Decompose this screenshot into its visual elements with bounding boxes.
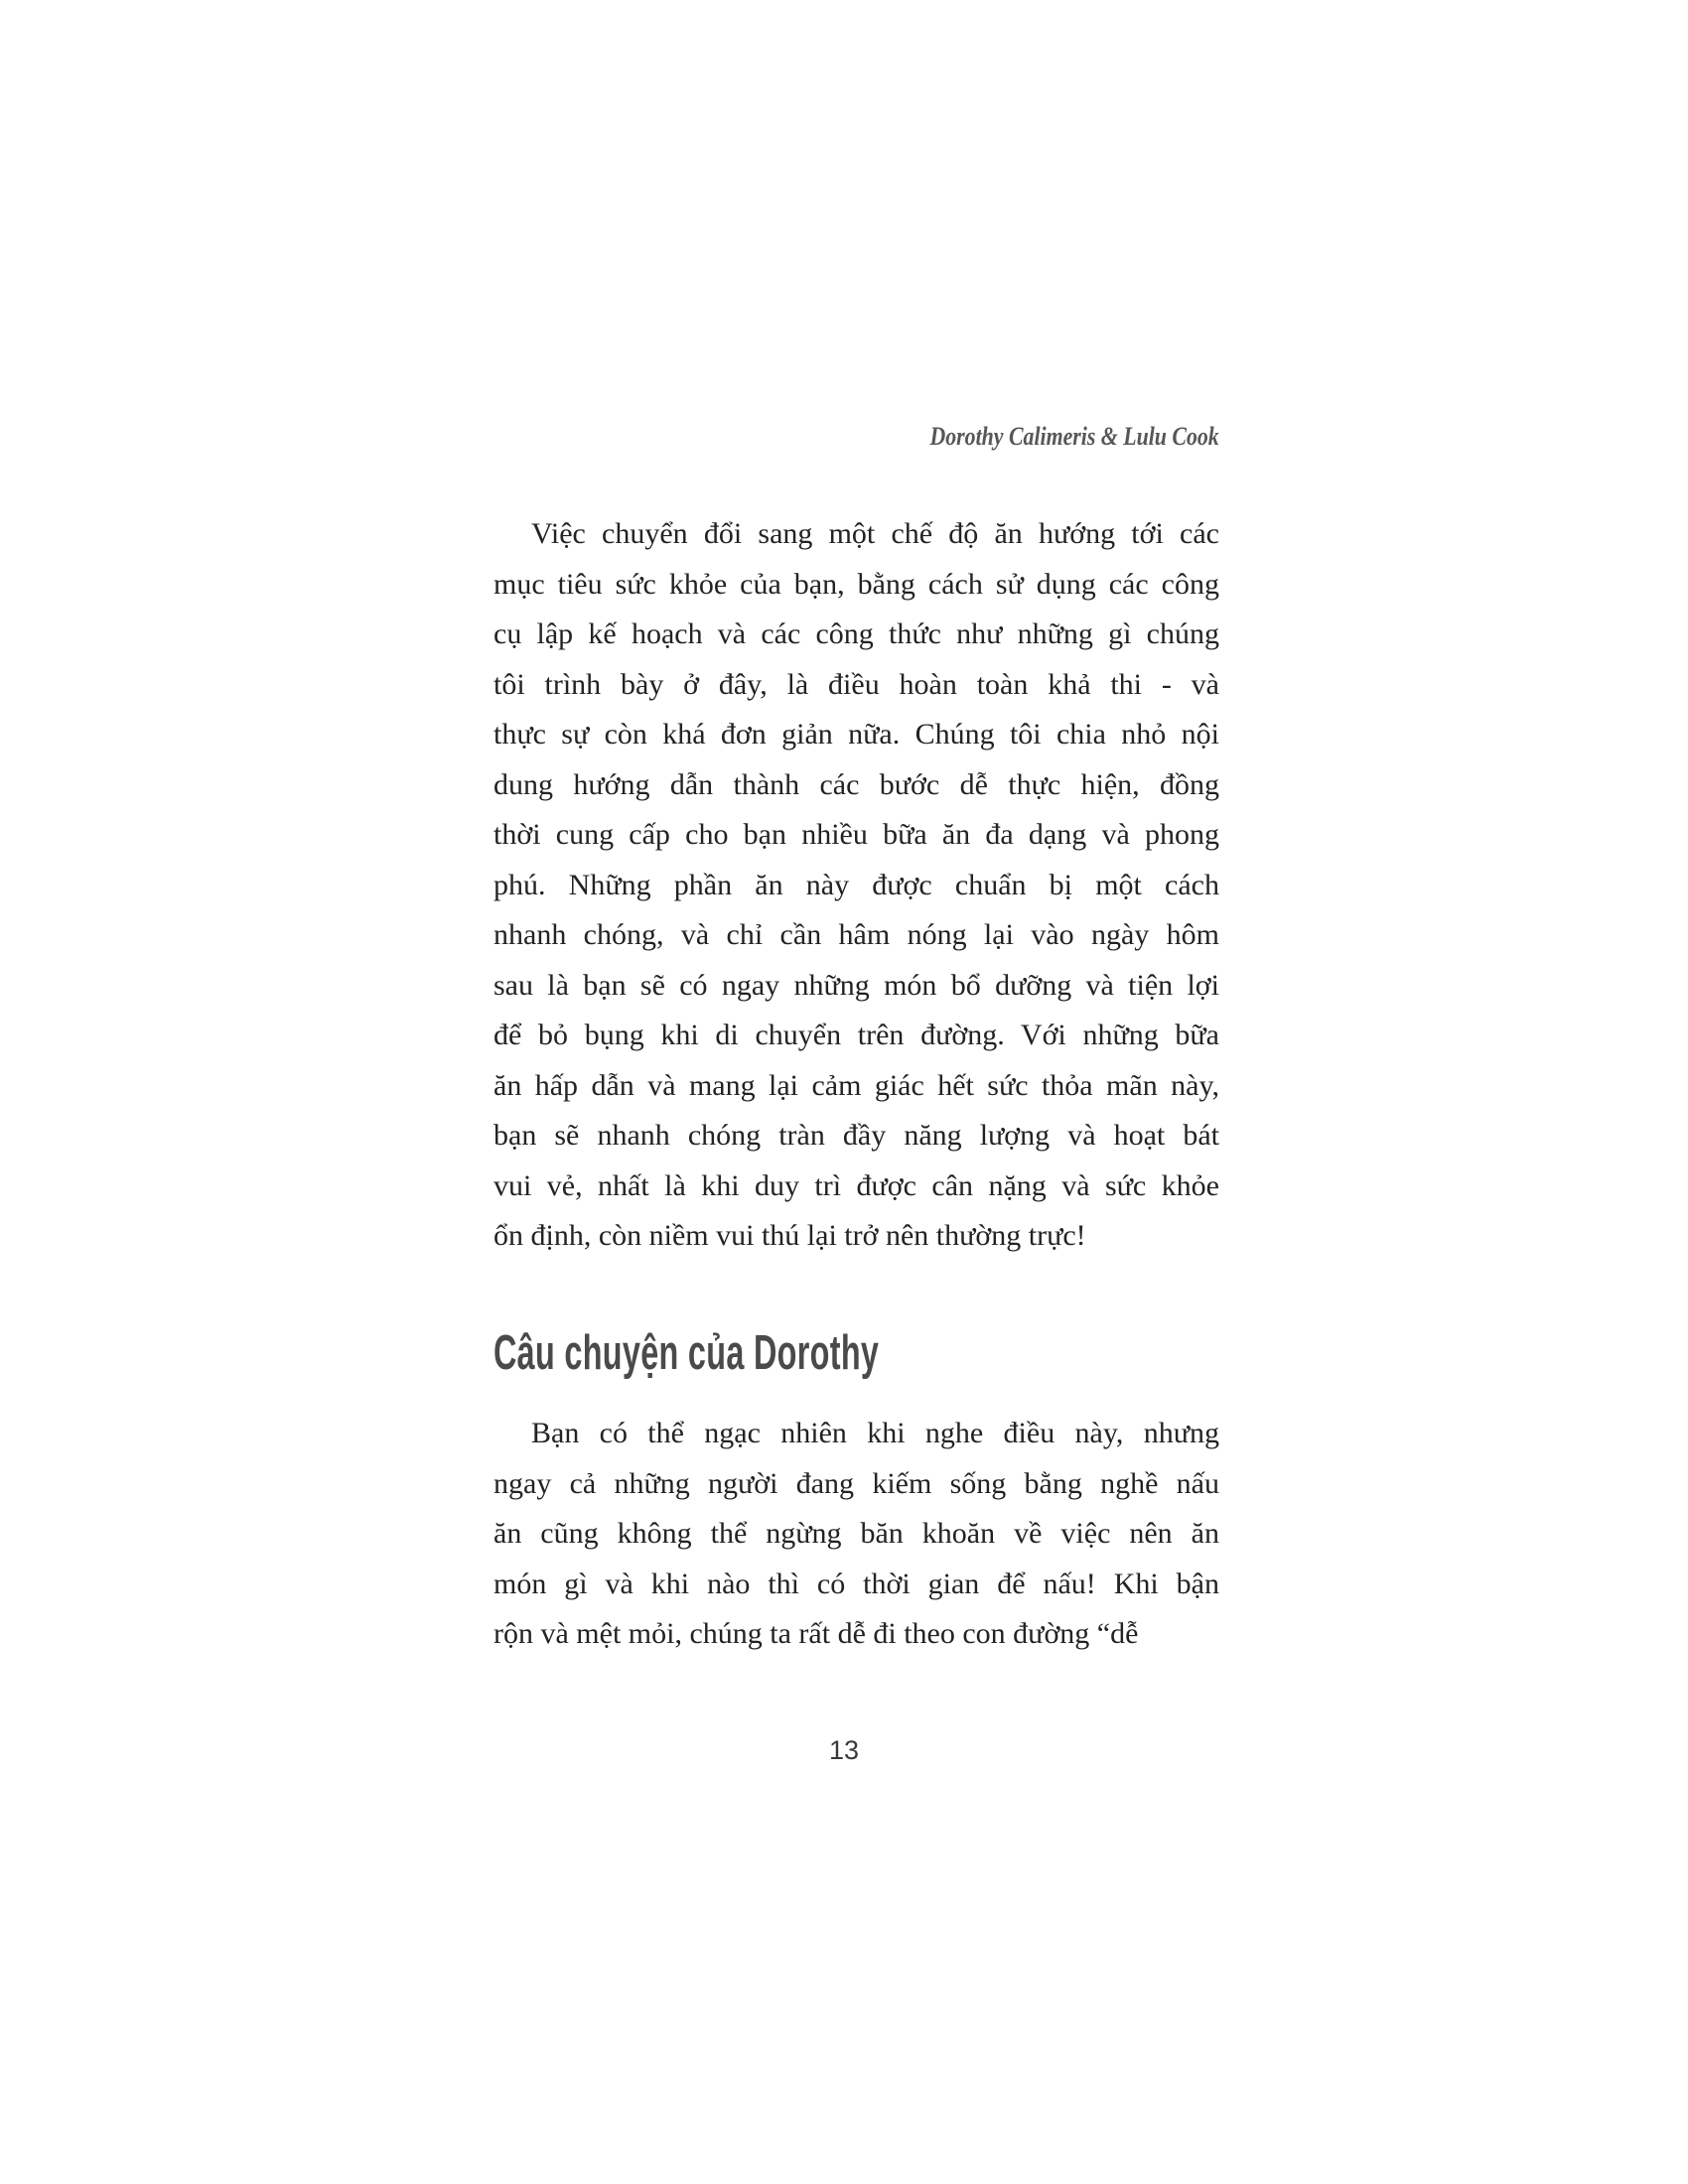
- paragraph-line: để bỏ bụng khi di chuyển trên đường. Với những bữa: [493, 1019, 1219, 1051]
- paragraph-line: dung hướng dẫn thành các bước dễ thực hiện, đồng: [493, 767, 1219, 801]
- paragraph-line: thời cung cấp cho bạn nhiều bữa ăn đa dạng và phong: [493, 818, 1219, 851]
- paragraph-line: cụ lập kế hoạch và các công thức như những gì chúng: [493, 617, 1219, 650]
- paragraph-line: ăn cũng không thể ngừng băn khoăn về việc nên ăn: [493, 1517, 1219, 1550]
- section-heading-text: Câu chuyện của Dorothy: [493, 1326, 880, 1380]
- paragraph-line: Việc chuyển đổi sang một chế độ ăn hướng tới các: [531, 517, 1219, 550]
- author-names: Dorothy Calimeris & Lulu Cook: [929, 422, 1219, 451]
- paragraph-line: ổn định, còn niềm vui thú lại trở nên thường trực!: [493, 1219, 1086, 1252]
- paragraph-dorothy-story: [493, 1409, 1219, 1660]
- running-header-authors: [493, 422, 1219, 452]
- paragraph-line: thực sự còn khá đơn giản nữa. Chúng tôi chia nhỏ nội: [493, 718, 1219, 751]
- paragraph-line: ăn hấp dẫn và mang lại cảm giác hết sức thỏa mãn này,: [493, 1068, 1219, 1102]
- paragraph-line: ngay cả những người đang kiếm sống bằng nghề nấu: [493, 1466, 1219, 1500]
- paragraph-line: phú. Những phần ăn này được chuẩn bị một cách: [493, 868, 1219, 901]
- paragraph-line: nhanh chóng, và chỉ cần hâm nóng lại vào ngày hôm: [493, 918, 1219, 951]
- page-number: 13: [828, 1735, 860, 1765]
- paragraph-line: Bạn có thể ngạc nhiên khi nghe điều này, nhưng: [531, 1417, 1219, 1449]
- section-heading: [493, 1324, 1219, 1382]
- paragraph-line: rộn và mệt mỏi, chúng ta rất dễ đi theo con đường “dễ: [493, 1617, 1139, 1650]
- paragraph-line: món gì và khi nào thì có thời gian để nấu! Khi bận: [493, 1567, 1219, 1600]
- paragraph-intro: [493, 509, 1219, 1262]
- paragraph-line: mục tiêu sức khỏe của bạn, bằng cách sử dụng các công: [493, 567, 1219, 601]
- paragraph-line: sau là bạn sẽ có ngay những món bổ dưỡng và tiện lợi: [493, 968, 1219, 1002]
- paragraph-line: bạn sẽ nhanh chóng tràn đầy năng lượng và hoạt bát: [493, 1119, 1219, 1152]
- paragraph-line: tôi trình bày ở đây, là điều hoàn toàn khả thi - và: [493, 667, 1219, 701]
- paragraph-line: vui vẻ, nhất là khi duy trì được cân nặng và sức khỏe: [493, 1168, 1219, 1202]
